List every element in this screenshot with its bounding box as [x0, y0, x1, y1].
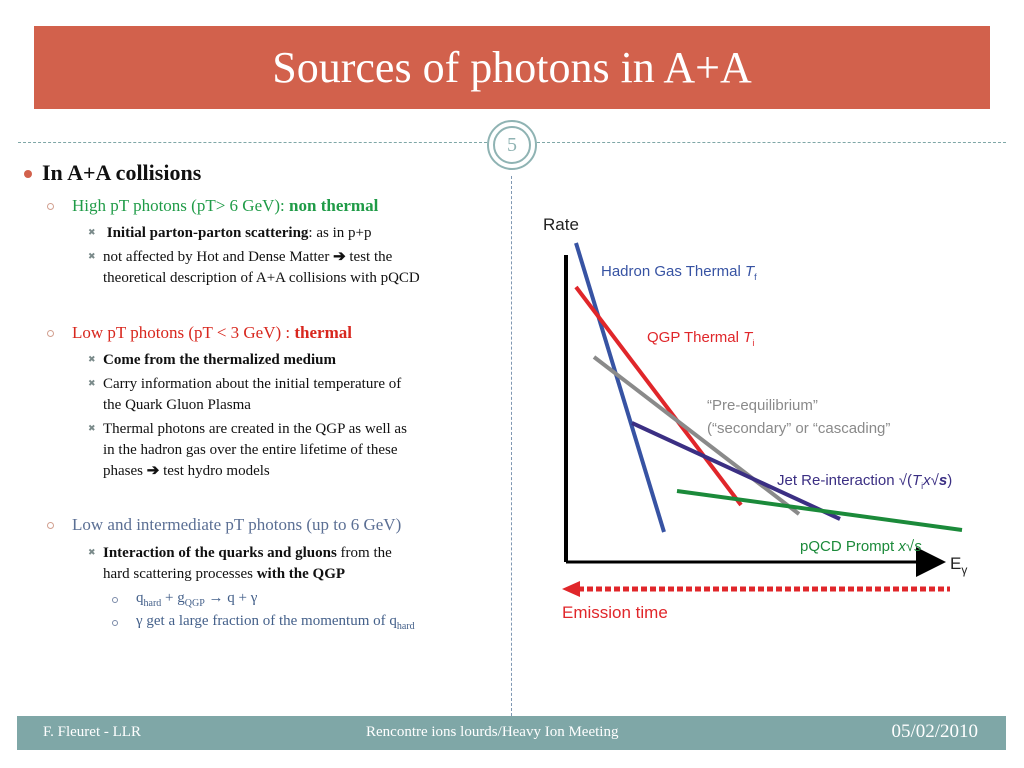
mid-pt-item-rest: from the [336, 545, 392, 561]
circle-bullet-icon [47, 522, 54, 529]
x-bullet-icon: ✖ [88, 252, 96, 262]
x-bullet-icon: ✖ [88, 424, 96, 434]
label-hadron-param-sub: f [754, 272, 757, 282]
footer-author: F. Fleuret - LLR [43, 724, 141, 740]
label-hadron-param: T [744, 263, 755, 280]
sub1-q-sub: hard [143, 598, 162, 609]
high-pt-item-1-bold: Initial parton-parton scattering [106, 225, 309, 241]
arrow-right-icon: → [204, 590, 228, 606]
high-pt-item-2-b: test the [345, 249, 393, 265]
circle-bullet-icon [47, 330, 54, 337]
mid-pt-sub-2 [136, 613, 415, 632]
mid-pt-sub-1 [136, 590, 257, 609]
footer-meeting: Rencontre ions lourds/Heavy Ion Meeting [366, 724, 619, 740]
label-jet-formula-t: T [911, 472, 922, 489]
mid-pt-heading: Low and intermediate pT photons (up to 6 GeV) [72, 515, 402, 534]
slide-title: Sources of photons in A+A [272, 43, 752, 92]
x-bullet-icon: ✖ [88, 548, 96, 558]
series-line-jet-reinteraction [632, 423, 840, 519]
label-qgp-param-sub: i [752, 338, 755, 348]
low-pt-label: Low pT photons (pT < 3 GeV) : [72, 323, 295, 342]
label-pqcd-formula: x√s [894, 538, 922, 555]
bullet-dot-icon [24, 170, 32, 178]
mid-pt-item [103, 543, 494, 585]
x-bullet-icon: ✖ [88, 355, 96, 365]
label-jet-reinteraction [777, 472, 952, 491]
series-line-qgp-thermal [576, 287, 741, 505]
label-jet-formula-a: √( [898, 472, 912, 489]
x-bullet-icon: ✖ [88, 379, 96, 389]
label-jet-formula-b: x√ [923, 472, 939, 489]
arrow-right-icon: ➔ [333, 249, 346, 265]
label-hadron-gas-thermal [601, 263, 757, 282]
label-pqcd-name: pQCD Prompt [800, 538, 895, 555]
figure-panel [530, 205, 990, 633]
emission-time-arrow-head [562, 581, 580, 597]
low-pt-item-2-line2: the Quark Gluon Plasma [103, 397, 251, 413]
footer-date: 05/02/2010 [891, 721, 978, 742]
label-qgp-name: QGP Thermal [647, 329, 739, 346]
high-pt-item-1-rest: : as in p+p [308, 225, 372, 241]
footer-bar [17, 716, 1006, 750]
circle-bullet-icon [112, 597, 118, 603]
high-pt-item-2-line2: theoretical description of A+A collisions with pQCD [103, 270, 420, 286]
label-qgp-param: T [743, 329, 753, 346]
low-pt-item-3 [103, 419, 494, 482]
high-pt-emph: non thermal [289, 196, 379, 215]
y-axis-label: Rate [543, 215, 579, 234]
label-jet-formula-sub: i [921, 481, 924, 491]
low-pt-item-2 [103, 374, 494, 416]
sub2-text: γ get a large fraction of the momentum of q [136, 613, 397, 629]
high-pt-item-2-a: not affected by Hot and Dense Matter [103, 249, 334, 265]
label-pqcd-prompt [800, 538, 922, 555]
series-line-pqcd-prompt [677, 491, 962, 530]
high-pt-item-1 [103, 223, 494, 244]
rate-vs-energy-chart [530, 205, 990, 633]
sub2-sub: hard [396, 621, 415, 632]
low-pt-item-1-bold: Come from the thermalized medium [103, 352, 336, 368]
label-pre-equilibrium-line2: (“secondary” or “cascading” [707, 420, 891, 437]
label-hadron-name: Hadron Gas Thermal [601, 263, 741, 280]
sub1-q: q [136, 590, 144, 606]
outline-heading: In A+A collisions [42, 160, 202, 185]
low-pt-item-3-line3a: phases [103, 463, 147, 479]
high-pt-item-2 [103, 247, 494, 289]
mid-pt-item-line2a: hard scattering processes [103, 566, 257, 582]
label-jet-name: Jet Re-interaction [777, 472, 895, 489]
sub1-rest: q + γ [227, 590, 258, 606]
x-axis-label [950, 554, 967, 577]
arrow-right-icon: ➔ [146, 463, 160, 479]
low-pt-item-2-line1: Carry information about the initial temperature of [103, 376, 402, 392]
sub1-plus: + g [161, 590, 185, 606]
label-qgp-thermal [647, 329, 754, 348]
circle-bullet-icon [112, 620, 118, 626]
page-number: 5 [493, 126, 531, 164]
label-jet-formula-s: s [938, 472, 948, 489]
x-axis-label-sub: γ [961, 563, 968, 577]
sub1-g-sub: QGP [184, 598, 205, 609]
emission-time-label: Emission time [562, 603, 668, 622]
circle-bullet-icon [47, 203, 54, 210]
x-axis-label-main: E [950, 554, 962, 573]
label-jet-formula-c: ) [947, 472, 953, 489]
low-pt-item-3-line3b: test hydro models [159, 463, 270, 479]
low-pt-item-3-line1: Thermal photons are created in the QGP as well as [103, 421, 407, 437]
mid-pt-item-bold: Interaction of the quarks and gluons [103, 545, 337, 561]
low-pt-item-1 [103, 350, 494, 371]
high-pt-label: High pT photons (pT> 6 GeV): [72, 196, 290, 215]
x-bullet-icon: ✖ [88, 228, 96, 238]
low-pt-heading [72, 323, 352, 343]
high-pt-heading [72, 196, 378, 216]
mid-pt-item-line2-bold: with the QGP [256, 566, 346, 582]
low-pt-item-3-line2: in the hadron gas over the entire lifetime of these [103, 442, 398, 458]
low-pt-emph: thermal [294, 323, 352, 342]
label-pre-equilibrium: “Pre-equilibrium” [707, 397, 818, 414]
